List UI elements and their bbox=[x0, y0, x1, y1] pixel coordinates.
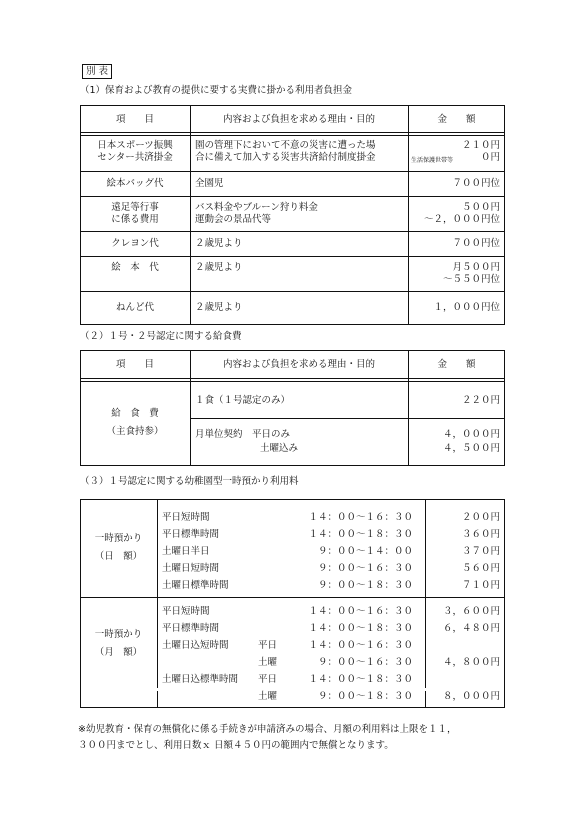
s3-daily-row4-time: ９：００～１６：３０ bbox=[317, 563, 413, 574]
s1-row2-desc: 全園児 bbox=[195, 178, 224, 189]
s1-row5-desc: ２歳児より bbox=[195, 262, 243, 273]
s3-daily-row3-amount: ３７０円 bbox=[461, 546, 500, 557]
s1-row1-amount-line1: ２１０円 bbox=[461, 140, 500, 151]
s1-row1-amount-line2: ０円 bbox=[480, 152, 500, 163]
s1-row1-item-line1: 日本スポーツ振興 bbox=[97, 140, 173, 151]
s2-item-line1: 給 食 費 bbox=[111, 408, 159, 419]
s3-daily-row5-time: ９：００～１８：３０ bbox=[317, 580, 413, 591]
s1-row1-desc-line1: 園の管理下において不意の災害に遭った場 bbox=[195, 140, 376, 151]
s1-row1-item-line2: センター共済掛金 bbox=[97, 152, 173, 163]
s1-row4-item: クレヨン代 bbox=[111, 238, 159, 249]
s3-monthly-row6-time: ９：００～１８：３０ bbox=[317, 691, 413, 702]
s3-monthly-row3-day: 平日 bbox=[258, 640, 278, 651]
s1-header-desc: 内容および負担を求める理由・目的 bbox=[222, 114, 375, 125]
s1-row3-desc-line1: バス料金やブルーン狩り料金 bbox=[195, 202, 318, 213]
s2-row1-desc: １食（１号認定のみ） bbox=[195, 395, 291, 406]
s2-header-amount: 金 額 bbox=[437, 359, 476, 370]
s3-monthly-row3-name: 土曜日込短時間 bbox=[162, 640, 229, 651]
s2-row2-amount1: ４，０００円 bbox=[442, 429, 500, 440]
s3-monthly-row1-name: 平日短時間 bbox=[162, 606, 210, 617]
s2-row2-desc1: 月単位契約 平日のみ bbox=[195, 429, 291, 440]
s3-daily-row2-time: １４：００～１８：３０ bbox=[308, 529, 413, 540]
s1-header-item: 項 目 bbox=[115, 114, 154, 125]
s1-row3-desc-line2: 運動会の景品代等 bbox=[195, 214, 272, 225]
s1-row3-amount-line1: ５００円 bbox=[461, 202, 500, 213]
s2-row2-desc2: 土曜込み bbox=[260, 443, 299, 454]
s3-monthly-row5-name: 土曜日込標準時間 bbox=[162, 674, 239, 685]
s3-daily-row4-amount: ５６０円 bbox=[461, 563, 500, 574]
s3-monthly-row5-time: １４：００～１８：３０ bbox=[308, 674, 413, 685]
s3-daily-row1-amount: ２００円 bbox=[461, 512, 500, 523]
s1-row6-desc: ２歳児より bbox=[195, 302, 243, 313]
s3-monthly-row6-amount: ８，０００円 bbox=[442, 691, 500, 702]
s3-monthly-row4-day: 土曜 bbox=[258, 657, 278, 668]
s1-row6-item: ねんど代 bbox=[115, 302, 154, 313]
s3-monthly-row6-day: 土曜 bbox=[258, 691, 278, 702]
s3-monthly-row4-amount: ４，８００円 bbox=[442, 657, 500, 668]
s1-row1-desc-line2: 合に備えて加入する災害共済給付制度掛金 bbox=[195, 152, 376, 163]
s1-row5-amount-line2: ～５５０円位 bbox=[442, 274, 500, 285]
s2-row2-amount2: ４，５００円 bbox=[442, 443, 500, 454]
s3-daily-row1-name: 平日短時間 bbox=[162, 512, 210, 523]
s3-daily-row2-name: 平日標準時間 bbox=[162, 529, 220, 540]
s1-row5-item: 絵 本 代 bbox=[111, 262, 159, 273]
s3-monthly-row2-time: １４：００～１８：３０ bbox=[308, 623, 413, 634]
s3-monthly-row1-amount: ３，６００円 bbox=[442, 606, 500, 617]
s1-row6-amount: １，０００円位 bbox=[433, 302, 500, 313]
section-2-title: （２）１号・２号認定に関する給食費 bbox=[80, 331, 242, 342]
s1-row2-amount: ７００円位 bbox=[452, 178, 500, 189]
s1-row4-amount: ７００円位 bbox=[452, 238, 500, 249]
s3-monthly-row1-time: １４：００～１６：３０ bbox=[308, 606, 413, 617]
s3-daily-row2-amount: ３６０円 bbox=[461, 529, 500, 540]
s1-row3-amount-line2: ～２，０００円位 bbox=[423, 214, 500, 225]
s3-monthly-row4-time: ９：００～１６：３０ bbox=[317, 657, 413, 668]
s3-daily-label-line1: 一時預かり bbox=[94, 533, 143, 544]
s3-daily-row3-name: 土曜日半日 bbox=[162, 546, 210, 557]
s3-daily-row5-name: 土曜日標準時間 bbox=[162, 580, 229, 591]
s3-daily-row4-name: 土曜日短時間 bbox=[162, 563, 220, 574]
s3-daily-label-line2: （日 額） bbox=[94, 551, 143, 562]
s3-monthly-row5-day: 平日 bbox=[258, 674, 278, 685]
s1-row3-item-line2: に係る費用 bbox=[111, 214, 159, 225]
section-1-title: （1）保育および教育の提供に要する実費に掛かる利用者負担金 bbox=[80, 85, 353, 96]
s3-daily-row1-time: １４：００～１６：３０ bbox=[308, 512, 413, 523]
s3-daily-row5-amount: ７１０円 bbox=[461, 580, 500, 591]
s3-daily-row3-time: ９：００～１４：００ bbox=[317, 546, 413, 557]
s3-monthly-row2-amount: ６，４８０円 bbox=[442, 623, 500, 634]
s1-header-amount: 金 額 bbox=[437, 114, 476, 125]
s3-monthly-label-line2: （月 額） bbox=[94, 647, 143, 658]
s3-monthly-label-line1: 一時預かり bbox=[94, 629, 143, 640]
s3-monthly-row3-time: １４：００～１６：３０ bbox=[308, 640, 413, 651]
s2-row1-amount: ２２０円 bbox=[461, 395, 500, 406]
s2-header-item: 項 目 bbox=[115, 359, 154, 370]
footnote-line2: ３００円までとし、利用日数ｘ 日額４５０円の範囲内で無償となります。 bbox=[78, 740, 394, 751]
s1-row4-desc: ２歳児より bbox=[195, 238, 243, 249]
s1-row2-item: 絵本バッグ代 bbox=[106, 178, 164, 189]
s1-row3-item-line1: 遠足等行事 bbox=[111, 202, 159, 213]
s3-monthly-row2-name: 平日標準時間 bbox=[162, 623, 220, 634]
s1-row5-amount-line1: 月５００円 bbox=[452, 262, 500, 273]
section-3-title: （３）１号認定に関する幼稚園型一時預かり利用料 bbox=[80, 476, 299, 487]
s2-header-desc: 内容および負担を求める理由・目的 bbox=[222, 359, 375, 370]
s1-row1-note: 生活保護世帯等 bbox=[411, 157, 454, 164]
footnote-line1: ※幼児教育・保育の無償化に係る手続きが申請済みの場合、月額の利用料は上限を１１， bbox=[78, 724, 457, 735]
appendix-tag: 別 表 bbox=[82, 64, 112, 79]
s2-item-line2: （主食持参） bbox=[106, 426, 164, 437]
